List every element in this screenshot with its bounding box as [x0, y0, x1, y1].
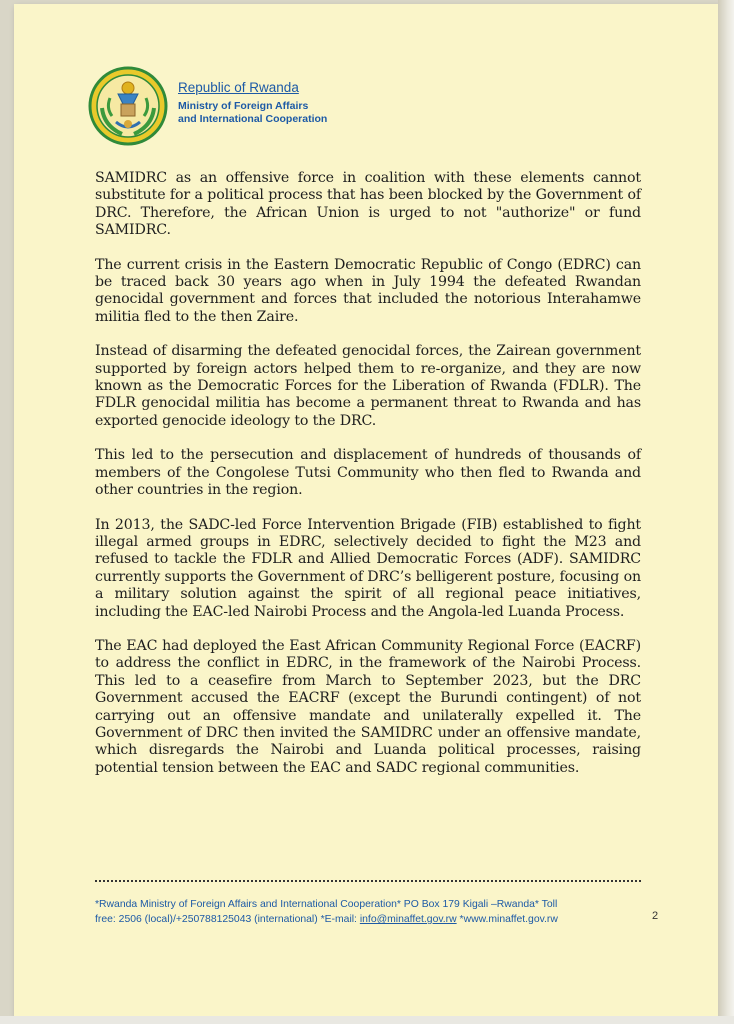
paragraph: This led to the persecution and displacement of hundreds of thousands of members of the Congolese Tutsi Community who then fled to Rwanda and other countries in the region. [95, 447, 641, 499]
footer-website-text: *www.minaffet.gov.rw [456, 914, 558, 925]
footer-phone-text: free: 2506 (local)/+250788125043 (international) *E-mail: [95, 914, 360, 925]
footer-line-1: *Rwanda Ministry of Foreign Affairs and International Cooperation* PO Box 179 Kigali –Rwanda* Toll [95, 899, 558, 910]
page-bottom-edge [0, 1016, 734, 1024]
footer-contact [95, 897, 641, 927]
letterhead-title: Republic of Rwanda [178, 80, 299, 95]
paragraph: Instead of disarming the defeated genocidal forces, the Zairean government supported by foreign actors helped them to re-organize, and they are now known as the Democratic Forces for the Liberation of Rwanda (FDLR). The FDLR genocidal militia has become a permanent threat to Rwanda and has exported genocide ideology to the DRC. [95, 343, 641, 429]
letterhead [178, 80, 327, 126]
paragraph: SAMIDRC as an offensive force in coalition with these elements cannot substitute for a political process that has been blocked by the Government of DRC. Therefore, the African Union is urged to not "authorize" or fund SAMIDRC. [95, 170, 641, 239]
page-number: 2 [652, 910, 659, 922]
paragraph: The EAC had deployed the East African Community Regional Force (EACRF) to address the conflict in EDRC, in the framework of the Nairobi Process. This led to a ceasefire from March to September 2023, but the DRC Government accused the EACRF (except the Burundi contingent) of not carrying out an offensive mandate and unilaterally expelled it. The Government of DRC then invited the SAMIDRC under an offensive mandate, which disregards the Nairobi and Luanda political processes, raising potential tension between the EAC and SADC regional communities. [95, 637, 641, 776]
paragraph: The current crisis in the Eastern Democratic Republic of Congo (EDRC) can be traced back 30 years ago when in July 1994 the defeated Rwandan genocidal government and forces that included the notorious Interahamwe militia fled to the then Zaire. [95, 256, 641, 325]
letter-body [95, 170, 641, 794]
page-edge-shadow [718, 0, 734, 1024]
email-link[interactable]: info@minaffet.gov.rw [359, 914, 457, 925]
footer-divider [95, 880, 641, 882]
paragraph: In 2013, the SADC-led Force Intervention Brigade (FIB) established to fight illegal armed groups in EDRC, selectively decided to fight the M23 and refused to tackle the FDLR and Allied Democratic Forces (ADF). SAMIDRC currently supports the Government of DRC’s belligerent posture, focusing on a military solution against the spirit of all regional peace initiatives, including the EAC-led Nairobi Process and the Angola-led Luanda Process. [95, 516, 641, 620]
letterhead-ministry-line1: Ministry of Foreign Affairs [178, 100, 309, 112]
rwanda-coat-of-arms-icon [88, 66, 168, 146]
footer-line-2 [95, 912, 641, 927]
letterhead-ministry-line2: and International Cooperation [178, 113, 328, 125]
